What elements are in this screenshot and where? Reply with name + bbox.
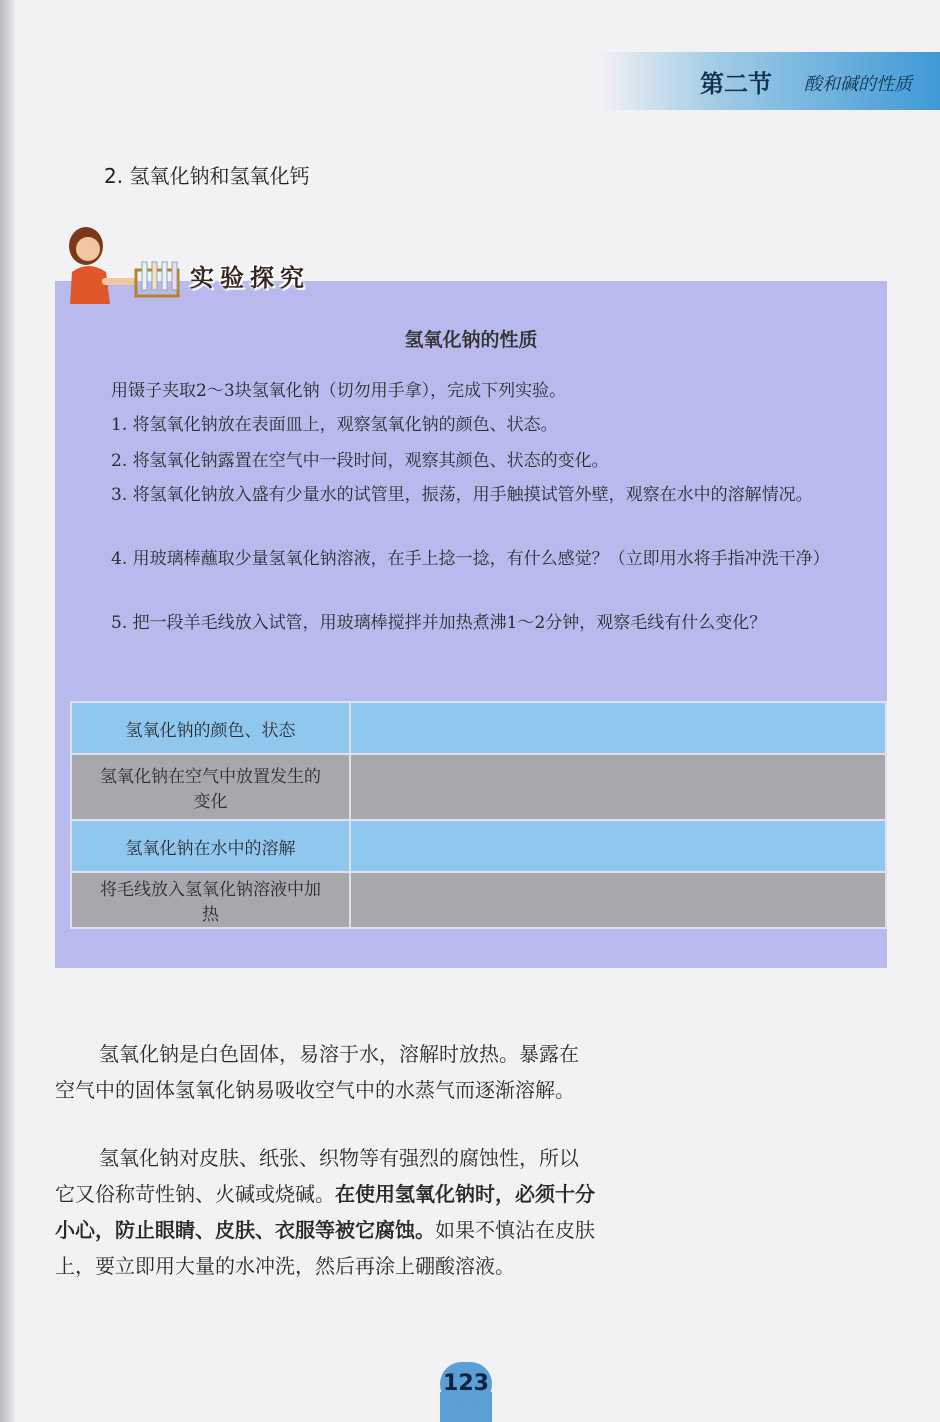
- experiment-intro: 用镊子夹取2～3块氢氧化钠（切勿用手拿），完成下列实验。: [111, 381, 567, 401]
- answer-cell[interactable]: [350, 702, 886, 754]
- page-binding-edge: [0, 0, 14, 1422]
- experiment-step: 4. 用玻璃棒蘸取少量氢氧化钠溶液，在手上捻一捻，有什么感觉？（立即用水将手指冲洗干净）: [111, 549, 830, 569]
- body-paragraph: 氢氧化钠是白色固体，易溶于水，溶解时放热。暴露在空气中的固体氢氧化钠易吸收空气中的水蒸气而逐渐溶解。: [55, 1042, 579, 1102]
- section-topic: 酸和碱的性质: [804, 74, 912, 95]
- experiment-step: 2. 将氢氧化钠露置在空气中一段时间，观察其颜色、状态的变化。: [111, 451, 609, 471]
- answer-cell[interactable]: [350, 872, 886, 928]
- safety-warning: 在使用氢氧化钠时，必须十分小心，防止眼睛、皮肤、衣服等被它腐蚀。: [55, 1182, 595, 1242]
- chapter-header: [600, 52, 940, 110]
- experiment-step: 3. 将氢氧化钠放入盛有少量水的试管里，振荡，用手触摸试管外壁，观察在水中的溶解情况。: [111, 485, 813, 505]
- experiment-box: [55, 281, 887, 968]
- subsection-title: 2. 氢氧化钠和氢氧化钙: [104, 164, 310, 188]
- section-number: 第二节: [700, 69, 772, 98]
- row-label: 氢氧化钠在空气中放置发生的变化: [71, 754, 350, 820]
- experiment-step: 1. 将氢氧化钠放在表面皿上，观察氢氧化钠的颜色、状态。: [111, 415, 558, 435]
- student-with-test-tubes-illustration: [64, 226, 184, 304]
- observation-table: [70, 701, 887, 929]
- table-row: [71, 820, 886, 872]
- table-row: [71, 872, 886, 928]
- answer-cell[interactable]: [350, 754, 886, 820]
- page-number: 123: [440, 1362, 492, 1406]
- table-row: [71, 754, 886, 820]
- answer-cell[interactable]: [350, 820, 886, 872]
- experiment-step: 5. 把一段羊毛线放入试管，用玻璃棒搅拌并加热煮沸1～2分钟，观察毛线有什么变化？: [111, 613, 767, 633]
- row-label: 氢氧化钠的颜色、状态: [71, 702, 350, 754]
- body-paragraph: 氢氧化钠对皮肤、纸张、织物等有强烈的腐蚀性，所以它又俗称苛性钠、火碱或烧碱。在使用氢氧化钠时，必须十分小心，防止眼睛、皮肤、衣服等被它腐蚀。如果不慎沾在皮肤上，要立即用大量的水冲洗，然后再涂上硼酸溶液。: [55, 1146, 595, 1278]
- row-label: 将毛线放入氢氧化钠溶液中加热: [71, 872, 350, 928]
- row-label: 氢氧化钠在水中的溶解: [71, 820, 350, 872]
- experiment-badge: 实验探究: [190, 263, 310, 292]
- experiment-title: 氢氧化钠的性质: [404, 329, 538, 351]
- table-row: [71, 702, 886, 754]
